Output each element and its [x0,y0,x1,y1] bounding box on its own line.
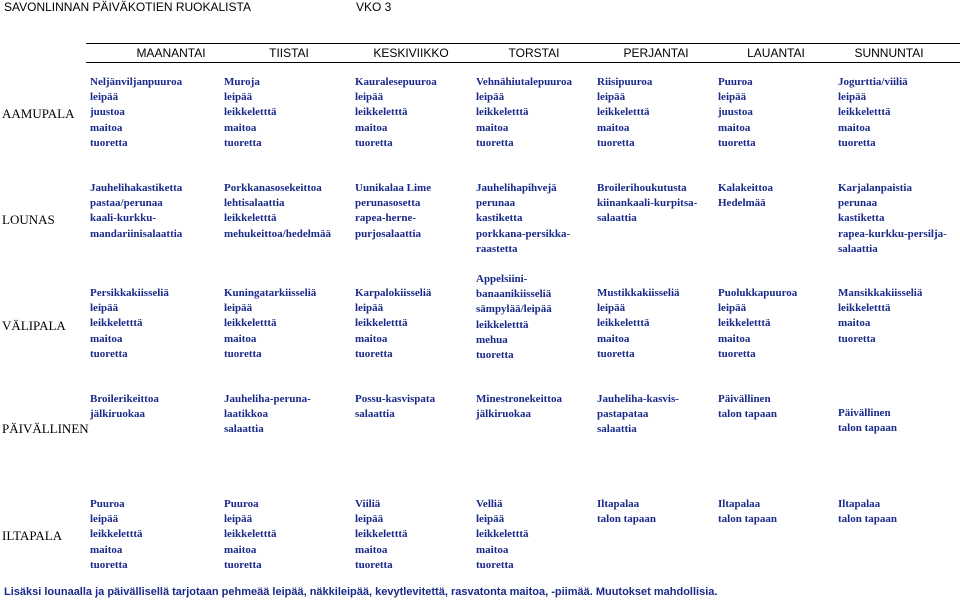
menu-line: maitoa [838,121,871,134]
menu-line: Iltapalaa [597,498,640,510]
day-header: SUNNUNTAI [854,46,924,60]
menu-line: Iltapalaa [838,498,881,510]
menu-line: tuoretta [718,347,756,360]
menu-line: leikkeletttä [597,106,650,119]
menu-cell [90,75,182,151]
menu-line: laatikkoa [224,408,269,421]
menu-cell [476,75,572,151]
day-header: KESKIVIIKKO [373,46,449,60]
menu-line: talon tapaan [718,513,777,526]
menu-line: mandariinisalaattia [90,227,183,240]
menu-line: leikkeletttä [224,106,277,119]
menu-line: purjosalaattia [355,227,421,240]
menu-line: leikkeletttä [476,318,529,331]
menu-line: leikkeletttä [355,528,408,541]
menu-title [4,0,392,14]
header-bottom-rule [86,62,960,63]
menu-line: Kuningatarkiisseliä [224,287,317,299]
menu-line: tuoretta [597,347,635,360]
meal-label: AAMUPALA [2,106,75,121]
menu-line: leikkeletttä [597,317,650,330]
menu-line: Puuroa [718,76,753,88]
menu-line: leipää [90,513,119,526]
day-header: PERJANTAI [623,46,689,60]
menu-line: maitoa [355,332,388,345]
menu-cell [224,75,277,151]
menu-line: Jogurttia/viiliä [838,76,908,88]
menu-cell [597,497,656,527]
menu-line: salaattia [838,242,878,255]
menu-line: leipää [718,302,747,315]
menu-line: salaattia [597,423,637,436]
menu-line: maitoa [90,332,123,345]
menu-line: maitoa [718,121,751,134]
menu-cell [224,392,311,438]
meal-label: PÄIVÄLLINEN [2,421,89,436]
menu-line: maitoa [718,332,751,345]
menu-line: tuoretta [355,136,393,149]
menu-line: leikkeletttä [224,528,277,541]
menu-line: salaattia [597,212,637,225]
menu-line: maitoa [224,543,257,556]
menu-line: maitoa [224,332,257,345]
menu-line: leipää [597,91,626,104]
menu-line: leipää [224,513,253,526]
menu-cell [90,181,182,242]
menu-line: Possu-kasvispata [355,393,436,405]
menu-cell [476,181,570,257]
menu-line: leikkeletttä [90,317,143,330]
menu-line: leipää [355,91,384,104]
menu-line: rapea-herne- [355,212,417,225]
menu-cell [476,392,562,422]
menu-line: Viiliä [355,498,381,510]
menu-line: talon tapaan [597,513,656,526]
menu-line: leipää [90,302,119,315]
menu-line: Puuroa [224,498,259,510]
menu-line: Hedelmää [718,197,766,210]
menu-line: perunaa [838,197,878,210]
menu-line: Riisipuuroa [597,76,653,88]
menu-line: maitoa [355,121,388,134]
menu-cell [476,497,529,573]
menu-line: leipää [224,91,253,104]
menu-line: tuoretta [224,136,262,149]
menu-cell [355,181,431,242]
menu-line: leikkeletttä [838,106,891,119]
menu-line: maitoa [476,121,509,134]
menu-line: salaattia [355,408,395,421]
menu-line: Jauheliha-kasvis- [597,393,679,405]
menu-cell [838,286,922,347]
menu-cell [718,286,797,362]
menu-cell [838,75,908,151]
day-header: TIISTAI [269,46,309,60]
footer-note: Lisäksi lounaalla ja päivällisellä tarjotaan pehmeää leipää, näkkileipää, kevytlevitettä, rasvatonta maitoa, -piimää. Muutokset mahdollisia. [4,586,718,598]
menu-line: leipää [476,513,505,526]
menu-cell [597,181,697,227]
menu-line: Neljänviljanpuuroa [90,76,183,88]
menu-line: leikkeletttä [224,212,277,225]
menu-line: tuoretta [476,349,514,362]
meal-label: VÄLIPALA [2,318,66,333]
meal-label: LOUNAS [2,212,55,227]
header-top-rule [86,43,960,44]
menu-line: juustoa [718,106,753,119]
menu-line: kiinankaali-kurpitsa- [597,197,698,210]
menu-line: maitoa [90,543,123,556]
menu-cell [355,392,435,422]
menu-line: leipää [838,91,867,104]
menu-line: maitoa [355,543,388,556]
menu-line: Iltapalaa [718,498,761,510]
menu-line: Puuroa [90,498,125,510]
menu-line: maitoa [597,121,630,134]
menu-line: Jauhelihakastiketta [90,182,183,194]
menu-cell [355,75,437,151]
menu-line: leipää [476,91,505,104]
menu-cell [90,286,169,362]
day-headers [86,45,960,61]
menu-line: leikkeletttä [718,317,771,330]
menu-line: pastaa/perunaa [90,197,163,210]
menu-line: Porkkanasosekeittoa [224,182,322,194]
menu-line: mehukeittoa/hedelmää [224,227,331,240]
meal-label: ILTAPALA [2,528,63,543]
menu-cell [90,497,143,573]
menu-line: Velliä [476,498,503,510]
menu-line: Mansikkakiisseliä [838,287,923,299]
menu-line: leipää [90,91,119,104]
menu-title-text: SAVONLINNAN PÄIVÄKOTIEN RUOKALISTA [4,0,251,14]
menu-cell [838,181,947,257]
menu-line: perunaa [476,197,516,210]
menu-cell [224,181,331,242]
menu-line: Karpalokiisseliä [355,287,432,299]
menu-line: mehua [476,333,508,346]
menu-line: Päivällinen [838,407,891,419]
menu-line: tuoretta [838,332,876,345]
menu-cell [838,497,897,527]
menu-line: Karjalanpaistia [838,182,912,194]
week-label: VKO 3 [356,0,392,14]
menu-line: talon tapaan [838,422,897,435]
menu-line: leikkeletttä [476,106,529,119]
menu-cell [838,406,897,436]
menu-line: maitoa [90,121,123,134]
menu-cell [597,75,652,151]
menu-line: Kalakeittoa [718,182,773,194]
menu-line: tuoretta [476,558,514,571]
menu-line: leikkeletttä [476,528,529,541]
menu-line: talon tapaan [718,408,777,421]
menu-line: Muroja [224,76,260,88]
menu-line: leikkeletttä [90,528,143,541]
menu-line: leipää [355,302,384,315]
menu-line: kaali-kurkku- [90,212,157,225]
menu-cell [597,286,680,362]
menu-line: Appelsiini- [476,273,528,285]
menu-line: Persikkakiisseliä [90,287,169,299]
menu-line: pastapataa [597,408,649,421]
menu-line: Puolukkapuuroa [718,287,798,299]
menu-line: banaanikiisseliä [476,288,552,301]
menu-line: tuoretta [476,136,514,149]
menu-line: juustoa [90,106,125,119]
menu-line: jälkiruokaa [90,408,146,421]
menu-cell [224,286,316,362]
menu-line: Vehnähiutalepuuroa [476,76,572,88]
menu-line: lehtisalaattia [224,197,285,210]
menu-line: leipää [597,302,626,315]
menu-line: perunasosetta [355,197,421,210]
menu-line: rapea-kurkku-persilja- [838,227,947,240]
menu-line: Jauhelihapihvejä [476,182,557,194]
menu-line: kastiketta [476,212,523,225]
menu-line: leikkeletttä [224,317,277,330]
menu-cell [224,497,277,573]
menu-line: maitoa [224,121,257,134]
menu-line: leipää [718,91,747,104]
menu-line: Broilerihoukutusta [597,182,687,194]
menu-cell [597,392,679,438]
menu-line: Mustikkakiisseliä [597,287,680,299]
menu-line: tuoretta [224,347,262,360]
menu-cell [355,286,431,362]
menu-line: raastetta [476,242,518,255]
menu-cell [718,497,777,527]
day-header: LAUANTAI [747,46,805,60]
menu-line: kastiketta [838,212,885,225]
menu-line: tuoretta [90,347,128,360]
menu-line: porkkana-persikka- [476,227,571,240]
menu-cell [355,497,408,573]
menu-cell [476,272,552,363]
menu-line: leikkeletttä [355,317,408,330]
menu-line: Minestronekeittoa [476,393,562,405]
day-header: TORSTAI [508,46,560,60]
menu-line: tuoretta [718,136,756,149]
menu-line: maitoa [838,317,871,330]
menu-cell [718,181,773,211]
day-header: MAANANTAI [136,46,206,60]
menu-line: tuoretta [355,558,393,571]
menu-line: salaattia [224,423,264,436]
menu-line: tuoretta [838,136,876,149]
menu-cell [718,75,756,151]
menu-line: jälkiruokaa [476,408,532,421]
menu-line: Kauralesepuuroa [355,76,437,88]
menu-line: tuoretta [224,558,262,571]
menu-line: sämpylää/leipää [476,303,552,316]
menu-line: Uunikalaa Lime [355,182,432,194]
menu-line: tuoretta [355,347,393,360]
menu-line: Broilerikeittoa [90,393,159,405]
menu-line: talon tapaan [838,513,897,526]
menu-line: leipää [355,513,384,526]
menu-cell [90,392,159,422]
menu-cell [718,392,777,422]
menu-line: Jauheliha-peruna- [224,393,311,405]
menu-line: leikkeletttä [355,106,408,119]
menu-line: maitoa [476,543,509,556]
menu-line: leipää [224,302,253,315]
menu-line: tuoretta [90,136,128,149]
menu-line: tuoretta [597,136,635,149]
menu-line: leikkeletttä [838,302,891,315]
menu-line: Päivällinen [718,393,771,405]
menu-line: tuoretta [90,558,128,571]
menu-line: maitoa [597,332,630,345]
